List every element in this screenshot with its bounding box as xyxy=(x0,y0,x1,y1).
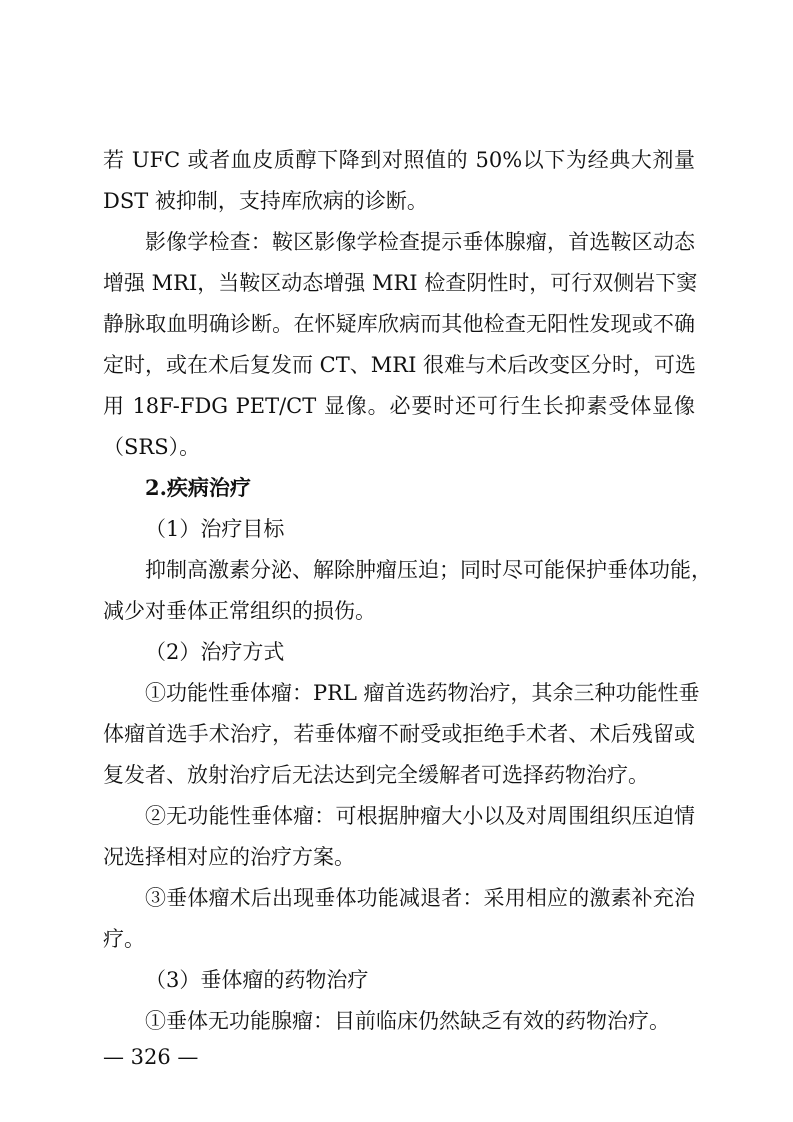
body-text-line: ③垂体瘤术后出现垂体功能减退者：采用相应的激素补充治 xyxy=(145,886,695,910)
body-text-line: ②无功能性垂体瘤：可根据肿瘤大小以及对周围组织压迫情 xyxy=(145,804,695,828)
body-text-line: 减少对垂体正常组织的损伤。 xyxy=(103,599,376,623)
body-text-line: 抑制高激素分泌、解除肿瘤压迫；同时尽可能保护垂体功能， xyxy=(145,558,712,582)
body-text-line: 若 UFC 或者血皮质醇下降到对照值的 50%以下为经典大剂量 xyxy=(103,148,695,172)
body-text-line: ①功能性垂体瘤：PRL 瘤首选药物治疗，其余三种功能性垂 xyxy=(145,681,700,705)
body-text-line: 况选择相对应的治疗方案。 xyxy=(103,845,355,869)
body-text-line: （SRS）。 xyxy=(103,435,201,459)
subsection-heading: （2）治疗方式 xyxy=(145,640,285,664)
body-text-line: ①垂体无功能腺瘤：目前临床仍然缺乏有效的药物治疗。 xyxy=(145,1009,670,1033)
body-text-line: 用 18F-FDG PET/CT 显像。必要时还可行生长抑素受体显像 xyxy=(103,394,695,418)
body-text-line: 静脉取血明确诊断。在怀疑库欣病而其他检查无阳性发现或不确 xyxy=(103,312,695,336)
body-text-line: 影像学检查：鞍区影像学检查提示垂体腺瘤，首选鞍区动态 xyxy=(145,230,695,254)
body-text-line: DST 被抑制，支持库欣病的诊断。 xyxy=(103,189,428,213)
body-text-line: 定时，或在术后复发而 CT、MRI 很难与术后改变区分时，可选 xyxy=(103,353,697,377)
page-number: — 326 — xyxy=(103,1045,199,1069)
body-text-line: 增强 MRI，当鞍区动态增强 MRI 检查阴性时，可行双侧岩下窦 xyxy=(103,271,698,295)
body-text-line: 体瘤首选手术治疗，若垂体瘤不耐受或拒绝手术者、术后残留或 xyxy=(103,722,695,746)
subsection-heading: （3）垂体瘤的药物治疗 xyxy=(145,968,369,992)
section-heading: 2.疾病治疗 xyxy=(145,475,251,500)
subsection-heading: （1）治疗目标 xyxy=(145,517,285,541)
body-text-line: 疗。 xyxy=(103,927,145,951)
body-text-line: 复发者、放射治疗后无法达到完全缓解者可选择药物治疗。 xyxy=(103,763,649,787)
